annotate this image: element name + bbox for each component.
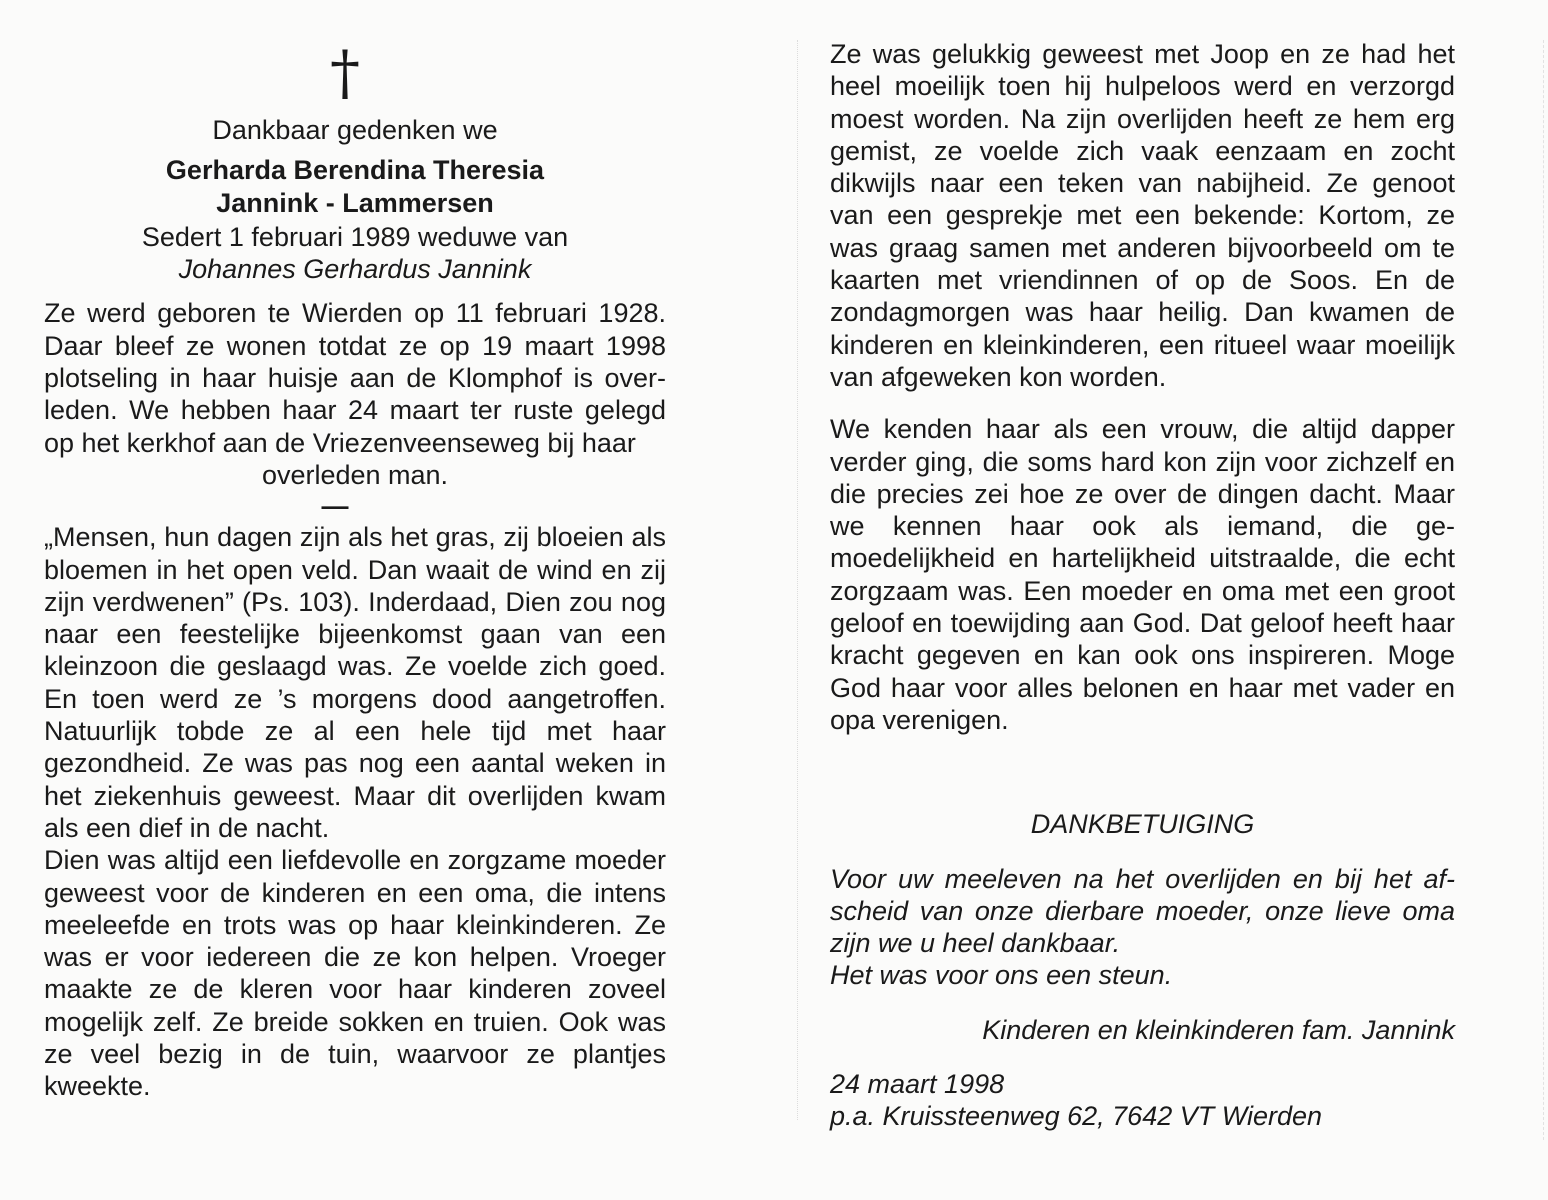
cross-icon: † bbox=[330, 38, 360, 108]
deceased-name-line1: Gerharda Berendina Theresia bbox=[165, 155, 545, 186]
fold-line bbox=[797, 40, 798, 1120]
memory-paragraph-1: Ze was gelukkig geweest met Joop en ze had het heel moeilijk toen hij hulpeloos werd en verzorgd moest worden. Na zijn overlijden heeft ze hem erg gemist, ze voelde zich vaak eenzaam en zocht dikwijls naar een teken van nabijheid. Ze genoot van een gesprekje met een bekende: Kortom, ze was graag samen met anderen bijvoorbeeld om te kaarten met vriendinnen of op de Soos. En de zondagmorgen was haar heilig. Dan kwamen de kinderen en kleinkinderen, een ritueel waar moeilijk van afgeweken kon worden. bbox=[830, 39, 1455, 392]
widow-line: Sedert 1 februari 1989 weduwe van bbox=[141, 221, 569, 252]
date-line: 24 maart 1998 bbox=[830, 1069, 1005, 1100]
thanks-support: Het was voor ons een steun. bbox=[830, 960, 1173, 991]
quote-paragraph: „Mensen, hun dagen zijn als het gras, zij bloeien als bloemen in het open veld. Dan waait de wind en zij zijn verdwenen” (Ps. 103). Inderdaad, Dien zou nog naar een feestelijke bijeenkomst gaan van een kleinzoon die geslaagd was. Ze voelde zich goed. En toen werd ze ’s morgens dood aangetroffen. Natuurlijk tobde ze al een hele tijd met haar gezondheid. Ze was pas nog een aantal weken in het ziekenhuis geweest. Maar dit overlijden kwam als een dief in de nacht. bbox=[44, 522, 666, 843]
left-panel bbox=[44, 38, 666, 1103]
biography-paragraph: Ze werd geboren te Wierden op 11 februari 1928. Daar bleef ze wonen totdat ze op 19 maart 1998 plotseling in haar huisje aan de Klomphof is overleden. We hebben haar 24 maart ter ruste gelegd op het kerkhof aan de Vriezenveenseweg bij haar bbox=[44, 298, 666, 458]
right-panel bbox=[830, 38, 1455, 1133]
mother-paragraph: Dien was altijd een liefdevolle en zorgzame moeder geweest voor de kinderen en een oma, die intens meeleefde en trots was op haar kleinkinderen. Ze was er voor iedereen die ze kon helpen. Vroeger maakte ze de kleren voor haar kinderen zoveel mogelijk zelf. Ze breide sokken en truien. Ook was ze veel bezig in de tuin, waarvoor ze plantjes kweekte. bbox=[44, 845, 666, 1102]
memory-paragraph-2: We kenden haar als een vrouw, die altijd dapper verder ging, die soms hard kon zijn voor zichzelf en die precies zei hoe ze over de dingen dacht. Maar we kennen haar ook als iemand, die gemoedelijkheid en hartelijkheid uitstraalde, die echt zorgzaam was. Een moeder en oma met een groot geloof en toewijding aan God. Dat geloof heeft haar kracht gegeven en kan ook ons inspireren. Moge God haar voor alles belonen en haar met vader en opa verenigen. bbox=[830, 414, 1455, 735]
thanks-text: Voor uw meeleven na het overlijden en bij het afscheid van onze dierbare moeder, onze lieve oma zijn we u heel dankbaar. bbox=[830, 863, 1455, 959]
intro-line: Dankbaar gedenken we bbox=[212, 115, 498, 145]
deceased-name-line2: Jannink - Lammersen bbox=[216, 187, 494, 218]
separator-dash: — bbox=[321, 491, 349, 522]
biography-end: overleden man. bbox=[261, 459, 449, 490]
card-edge bbox=[1543, 40, 1544, 1140]
address-line: p.a. Kruissteenweg 62, 7642 VT Wierden bbox=[830, 1101, 1323, 1132]
signature: Kinderen en kleinkinderen fam. Jannink bbox=[982, 1014, 1455, 1045]
thanks-heading: DANKBETUIGING bbox=[1030, 809, 1255, 840]
husband-name: Johannes Gerhardus Jannink bbox=[178, 254, 532, 285]
